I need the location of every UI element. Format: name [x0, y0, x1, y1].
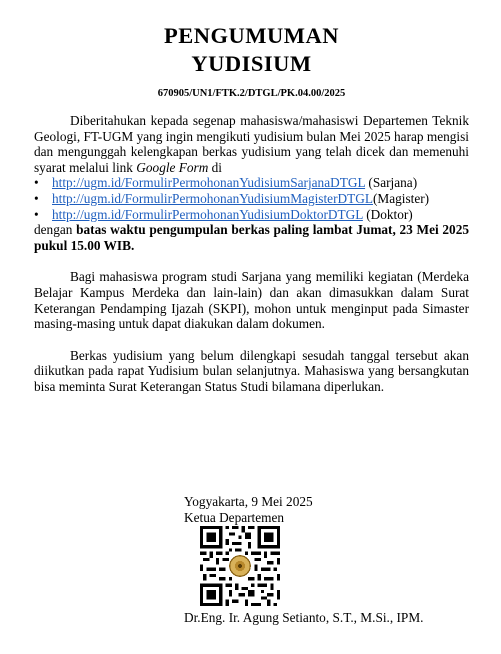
bullet-dot-icon: •: [34, 175, 39, 191]
signer-name: Dr.Eng. Ir. Agung Setianto, S.T., M.Si., IPM.: [184, 610, 424, 625]
form-link-list: [34, 175, 469, 222]
bullet-dot-icon: •: [34, 190, 39, 206]
link-sarjana[interactable]: http://ugm.id/FormulirPermohonanYudisiumSarjanaDTGL: [52, 175, 366, 191]
link-note-doktor: (Doktor): [362, 206, 413, 222]
intro-suffix: di: [211, 159, 222, 175]
announcement-document: [34, 22, 469, 395]
status-paragraph: Berkas yudisium yang belum dilengkapi sesudah tanggal tersebut akan diikutkan pada rapat Yudisium bulan selanjutnya. Mahasiswa yang bersangkutan bisa meminta Surat Keterangan Status Studi bilamana diperlukan.: [34, 347, 469, 394]
qr-code-icon: [200, 526, 280, 606]
deadline-paragraph: [34, 222, 469, 253]
skpi-paragraph: Bagi mahasiswa program studi Sarjana yang memiliki kegiatan (Merdeka Belajar Kampus Merdeka dan lain-lain) dan akan dimasukkan dalam Surat Keterangan Pendamping Ijazah (SKPI), mohon untuk menginput pada Simaster masing-masing untuk dapat diakukan dalam dokumen.: [34, 269, 469, 332]
page-title: [34, 22, 469, 78]
link-note-sarjana: (Sarjana): [365, 175, 418, 191]
intro-text: Diberitahukan kepada segenap mahasiswa/mahasiswi Departemen Teknik Geologi, FT-UGM yang ingin mengikuti yudisium bulan Mei 2025 harap mengisi dan mengunggah kelengkapan berkas yudisium yang telah dicek dan memenuhi syarat melalui link: [34, 113, 469, 175]
google-form-label: Google Form: [136, 159, 209, 175]
list-item-doktor: [34, 207, 469, 223]
place-date: Yogyakarta, 9 Mei 2025: [184, 494, 313, 509]
reference-number: 670905/UN1/FTK.2/DTGL/PK.04.00/2025: [157, 88, 346, 99]
list-item-magister: [34, 191, 469, 207]
signature-block: [184, 494, 313, 525]
link-note-magister: (Magister): [372, 190, 430, 206]
deadline-text: batas waktu pengumpulan berkas paling lambat Jumat, 23 Mei 2025 pukul 15.00 WIB.: [34, 222, 469, 253]
signer-position: Ketua Departemen: [184, 509, 285, 525]
list-item-sarjana: [34, 175, 469, 191]
ugm-seal-icon: [230, 556, 250, 576]
title-line-1: PENGUMUMAN: [164, 23, 339, 48]
link-doktor[interactable]: http://ugm.id/FormulirPermohonanYudisiumDoktorDTGL: [52, 206, 363, 222]
title-line-2: YUDISIUM: [191, 51, 312, 76]
deadline-prefix: dengan: [34, 222, 73, 238]
intro-paragraph: [34, 113, 469, 175]
bullet-dot-icon: •: [34, 206, 39, 222]
link-magister[interactable]: http://ugm.id/FormulirPermohonanYudisiumMagisterDTGL: [52, 190, 373, 206]
